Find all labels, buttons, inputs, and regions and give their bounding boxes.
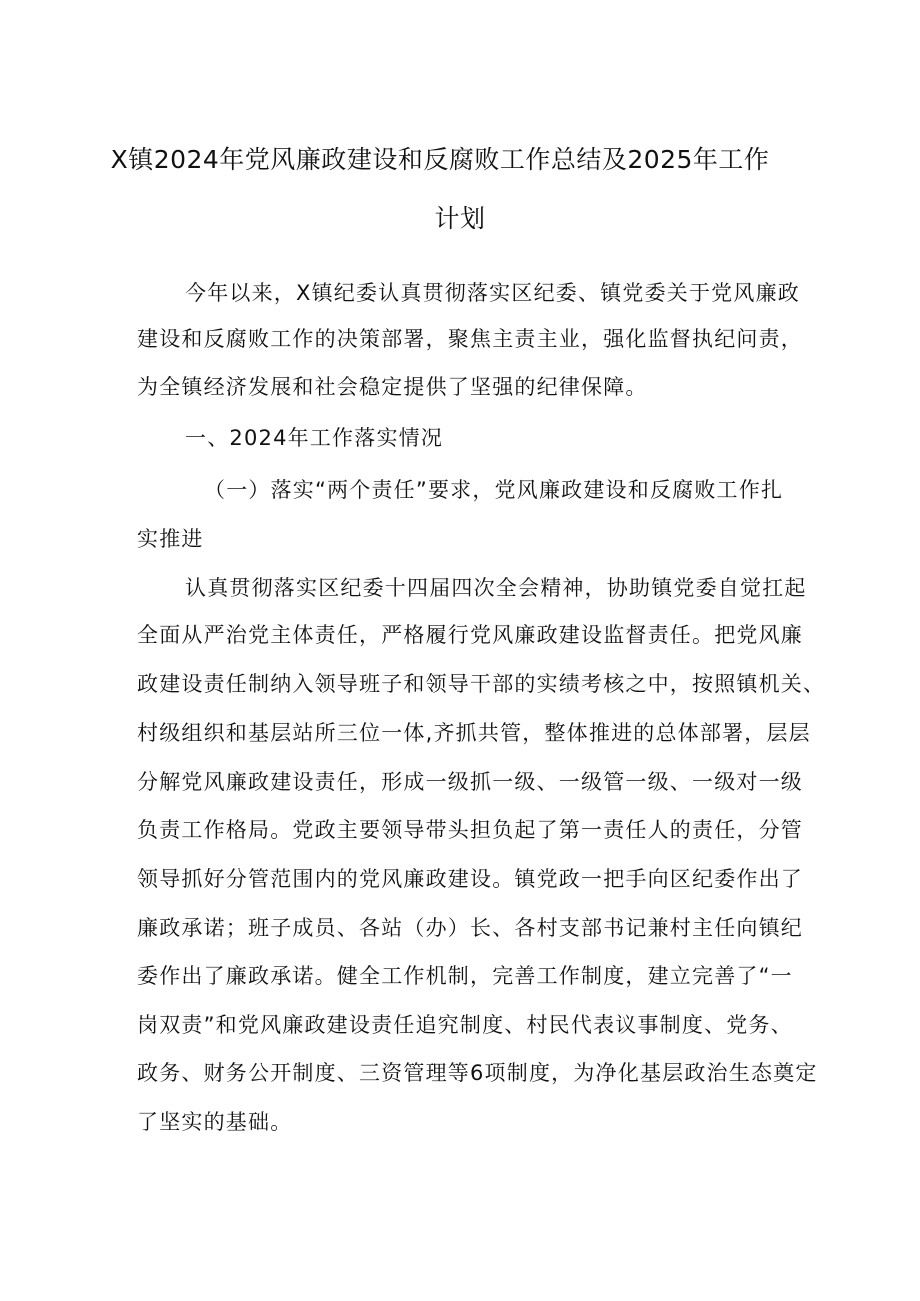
body-line: 政务、财务公开制度、三资管理等6项制度，为净化基层政治生态奠定 [137,1061,818,1085]
body-line: 了坚实的基础。 [137,1110,293,1134]
body-line: 廉政承诺；班子成员、各站（办）长、各村支部书记兼村主任向镇纪 [137,916,803,940]
body-line: 委作出了廉政承诺。健全工作机制，完善工作制度，建立完善了“一 [137,964,793,988]
intro-line: 为全镇经济发展和社会稳定提供了坚强的纪律保障。 [137,375,648,399]
body-line: 政建设责任制纳入领导班子和领导干部的实绩考核之中，按照镇机关、 [137,672,826,696]
body-line: 分解党风廉政建设责任，形成一级抓一级、一级管一级、一级对一级 [137,770,803,794]
body-line: 领导抓好分管范围内的党风廉政建设。镇党政一把手向区纪委作出了 [137,867,803,891]
subsection-heading-line: 实推进 [137,527,204,551]
document-title-line-2: 计划 [434,204,486,233]
section-heading: 一、2024年工作落实情况 [185,426,444,450]
body-line: 村级组织和基层站所三位一体,齐抓共管，整体推进的总体部署，层层 [137,721,811,745]
body-line: 岗双责”和党风廉政建设责任追究制度、村民代表议事制度、党务、 [137,1013,793,1037]
body-line: 全面从严治党主体责任，严格履行党风廉政建设监督责任。把党风廉 [137,623,803,647]
body-line: 负责工作格局。党政主要领导带头担负起了第一责任人的责任，分管 [137,818,803,842]
intro-line: 建设和反腐败工作的决策部署，聚焦主责主业，强化监督执纪问责， [137,327,803,351]
intro-line: 今年以来，X镇纪委认真贯彻落实区纪委、镇党委关于党风廉政 [185,281,800,305]
body-line: 认真贯彻落实区纪委十四届四次全会精神，协助镇党委自觉扛起 [185,576,807,600]
subsection-heading-line: （一）落实“两个责任”要求，党风廉政建设和反腐败工作扎 [204,478,784,502]
document-title-line-1: X镇2024年党风廉政建设和反腐败工作总结及2025年工作 [110,145,770,174]
